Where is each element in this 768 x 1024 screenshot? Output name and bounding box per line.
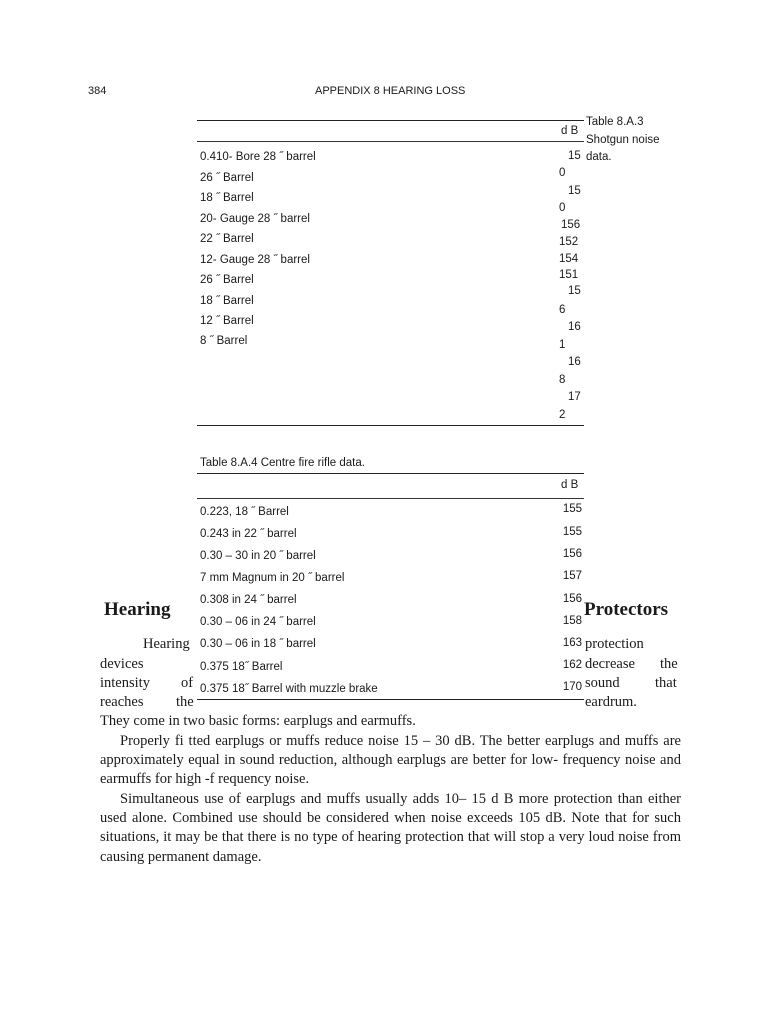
page-number: 384 [88,85,107,97]
table2-row-value: 158 [562,615,582,627]
table1-row-label: 12 ˝ Barrel [200,315,254,327]
table2-row-value: 163 [562,637,582,649]
wrap-right-fragment: the [660,656,678,672]
table2-unit-header: d B [561,479,579,491]
table2-row-value: 155 [562,526,582,538]
table1-value-fragment: 152 [559,236,579,248]
table1-value-fragment: 15 [568,285,581,297]
table2-row-value: 156 [562,548,582,560]
table1-top-rule [197,120,584,121]
table2-row-label: 0.30 – 06 in 24 ˝ barrel [200,616,316,628]
table1-row-label: 18 ˝ Barrel [200,295,254,307]
body-paragraph-text: Properly fi tted earplugs or muffs reduce noise 15 – 30 dB. The better earplugs and muffs are approximately equal in sound reduction, although earplugs are better for low- frequency noise and earmuffs for high -f requency noise. [100,733,681,788]
wrap-left-fragment: devices [100,656,144,672]
wrap-left-fragment: of [181,675,194,691]
body-paragraph [100,732,681,790]
table1-value-fragment: 15 [568,150,581,162]
wrap-right-fragment: eardrum. [585,694,637,710]
table1-value-fragment: 156 [561,219,581,231]
table2-row-value: 170 [562,681,582,693]
table1-value-fragment: 8 [559,374,566,386]
table1-row-label: 20- Gauge 28 ˝ barrel [200,213,310,225]
table2-row-label: 0.308 in 24 ˝ barrel [200,594,297,606]
table1-bottom-rule [197,425,584,426]
table2-header-rule [197,498,584,499]
wrap-left-fragment: intensity [100,675,150,691]
table2-row-label: 0.30 – 06 in 18 ˝ barrel [200,638,316,650]
table2-row-value: 162 [562,659,582,671]
table1-row-label: 0.410- Bore 28 ˝ barrel [200,151,316,163]
table2-row-label: 0.375 18˝ Barrel with muzzle brake [200,683,378,695]
wrap-right-fragment: sound [585,675,620,691]
table1-header-rule [197,141,584,142]
table1-value-fragment: 16 [568,321,581,333]
table2-bottom-rule [197,699,584,700]
table1-value-fragment: 6 [559,304,566,316]
table1-caption-line: data. [586,151,612,163]
table2-row-value: 157 [562,570,582,582]
table1-row-label: 8 ˝ Barrel [200,335,248,347]
table1-caption-line: Table 8.A.3 [586,116,644,128]
wrap-right-fragment: that [655,675,677,691]
wrap-right-fragment: decrease [585,656,635,672]
table1-row-label: 26 ˝ Barrel [200,274,254,286]
table1-unit-header: d B [561,125,579,137]
table2-row-label: 0.30 – 30 in 20 ˝ barrel [200,550,316,562]
table1-value-fragment: 16 [568,356,581,368]
table1-value-fragment: 0 [559,202,566,214]
table1-value-fragment: 154 [559,253,579,265]
table1-value-fragment: 151 [559,269,579,281]
table2-row-label: 0.243 in 22 ˝ barrel [200,528,297,540]
table1-row-label: 12- Gauge 28 ˝ barrel [200,254,310,266]
table1-row-label: 26 ˝ Barrel [200,172,254,184]
section-heading-left: Hearing [104,599,171,620]
table1-value-fragment: 2 [559,409,566,421]
wrap-left-fragment: reaches [100,694,144,710]
table2-row-value: 155 [562,503,582,515]
table1-caption-line: Shotgun noise [586,134,660,146]
table1-value-fragment: 17 [568,391,581,403]
table1-value-fragment: 1 [559,339,566,351]
body-paragraph: They come in two basic forms: earplugs and earmuffs. [100,713,416,729]
running-title: APPENDIX 8 HEARING LOSS [315,85,466,97]
body-paragraph [100,790,681,867]
table2-row-label: 7 mm Magnum in 20 ˝ barrel [200,572,345,584]
section-heading-right: Protectors [584,599,669,620]
table2-top-rule [197,473,584,474]
wrap-left-fragment: Hearing [143,636,190,652]
table1-value-fragment: 15 [568,185,581,197]
table1-row-label: 22 ˝ Barrel [200,233,254,245]
table2-row-label: 0.375 18˝ Barrel [200,661,283,673]
table2-row-value: 156 [562,593,582,605]
body-paragraph-text: Simultaneous use of earplugs and muffs usually adds 10– 15 d B more protection than either used alone. Combined use should be considered when noise exceeds 105 dB. Note that for such situations, it may be that there is no type of hearing protection that will stop a very loud noise from causing permanent damage. [100,791,681,865]
table2-row-label: 0.223, 18 ˝ Barrel [200,506,289,518]
table1-row-label: 18 ˝ Barrel [200,192,254,204]
wrap-left-fragment: the [176,694,194,710]
table1-value-fragment: 0 [559,167,566,179]
wrap-right-fragment: protection [585,636,644,652]
table2-caption: Table 8.A.4 Centre fire rifle data. [200,457,365,469]
